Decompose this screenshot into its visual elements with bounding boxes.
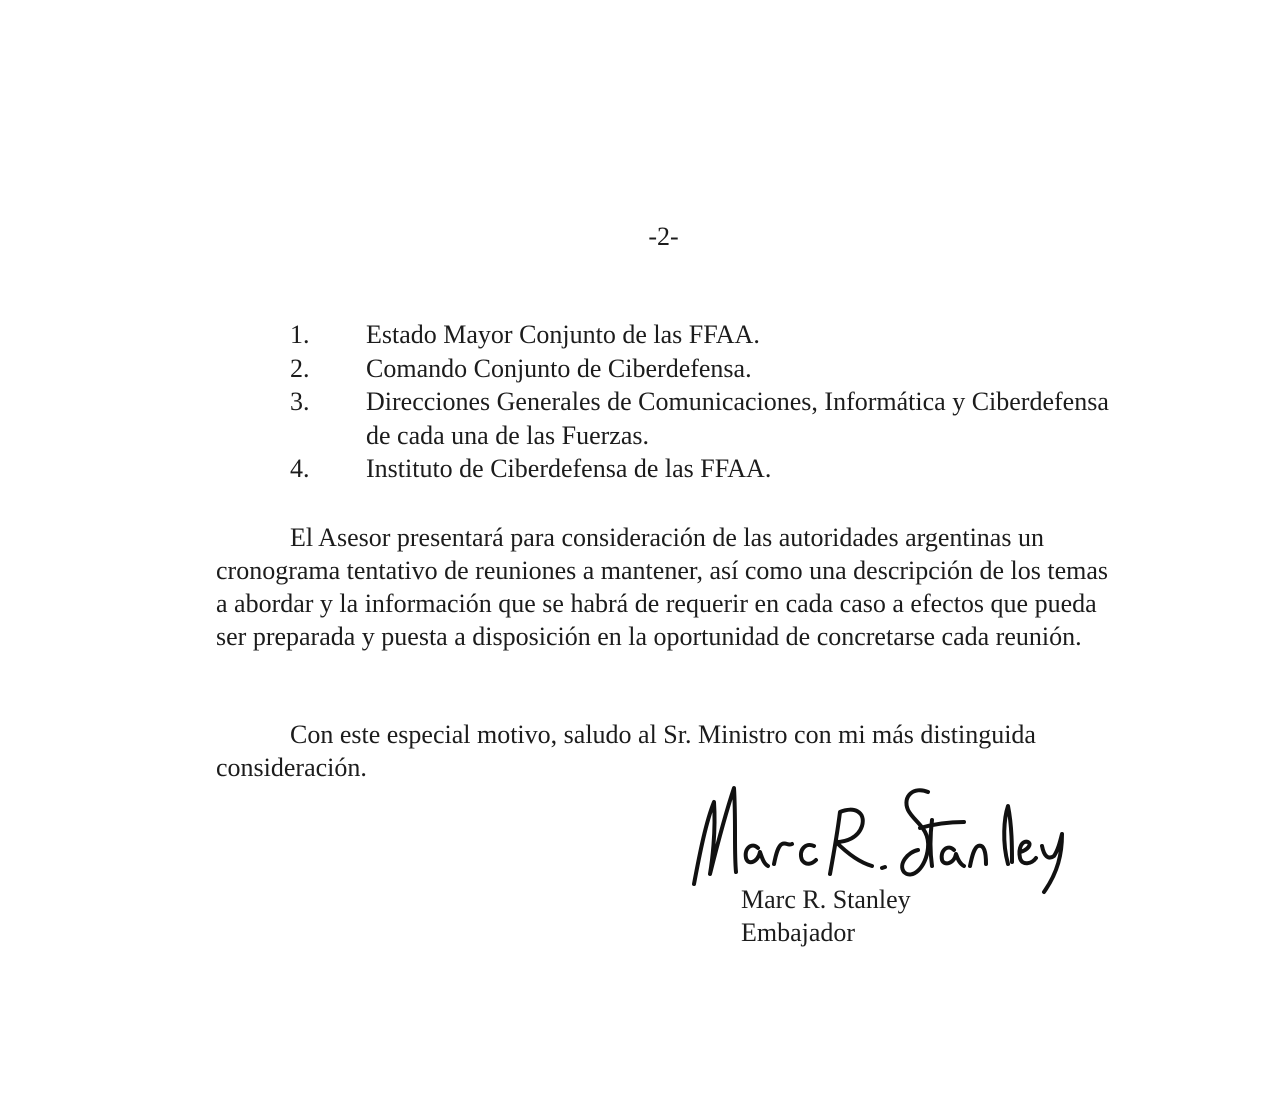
numbered-list [290, 318, 1110, 486]
list-item-text: Comando Conjunto de Ciberdefensa. [366, 353, 752, 383]
list-item [290, 452, 1110, 486]
list-item-number: 3. [290, 387, 310, 416]
list-item-text: Direcciones Generales de Comunicaciones, Informática y Ciberdefensa de cada una de las Fuerzas. [366, 387, 1109, 450]
list-item-number: 4. [290, 454, 310, 483]
list-item-number: 1. [290, 320, 310, 349]
page-number: -2- [648, 222, 679, 251]
signer-name: Marc R. Stanley [741, 885, 911, 914]
closing-paragraph: Con este especial motivo, saludo al Sr. Ministro con mi más distinguida consideración. [216, 720, 1036, 782]
handwritten-signature [682, 772, 1072, 898]
list-item [290, 352, 1110, 386]
list-item [290, 318, 1110, 352]
signature-block [741, 883, 911, 949]
list-item-text: Instituto de Ciberdefensa de las FFAA. [366, 454, 772, 483]
list-item-text: Estado Mayor Conjunto de las FFAA. [366, 320, 760, 349]
list-item [290, 385, 1110, 452]
body-paragraph: El Asesor presentará para consideración de las autoridades argentinas un cronograma tentativo de reuniones a mantener, así como una descripción de los temas a abordar y la información que se habrá de requerir en cada caso a efectos que pueda ser preparada y puesta a disposición en la oportunidad de concretarse cada reunión. [216, 523, 1109, 651]
signer-title: Embajador [741, 918, 856, 947]
list-item-number: 2. [290, 353, 310, 383]
